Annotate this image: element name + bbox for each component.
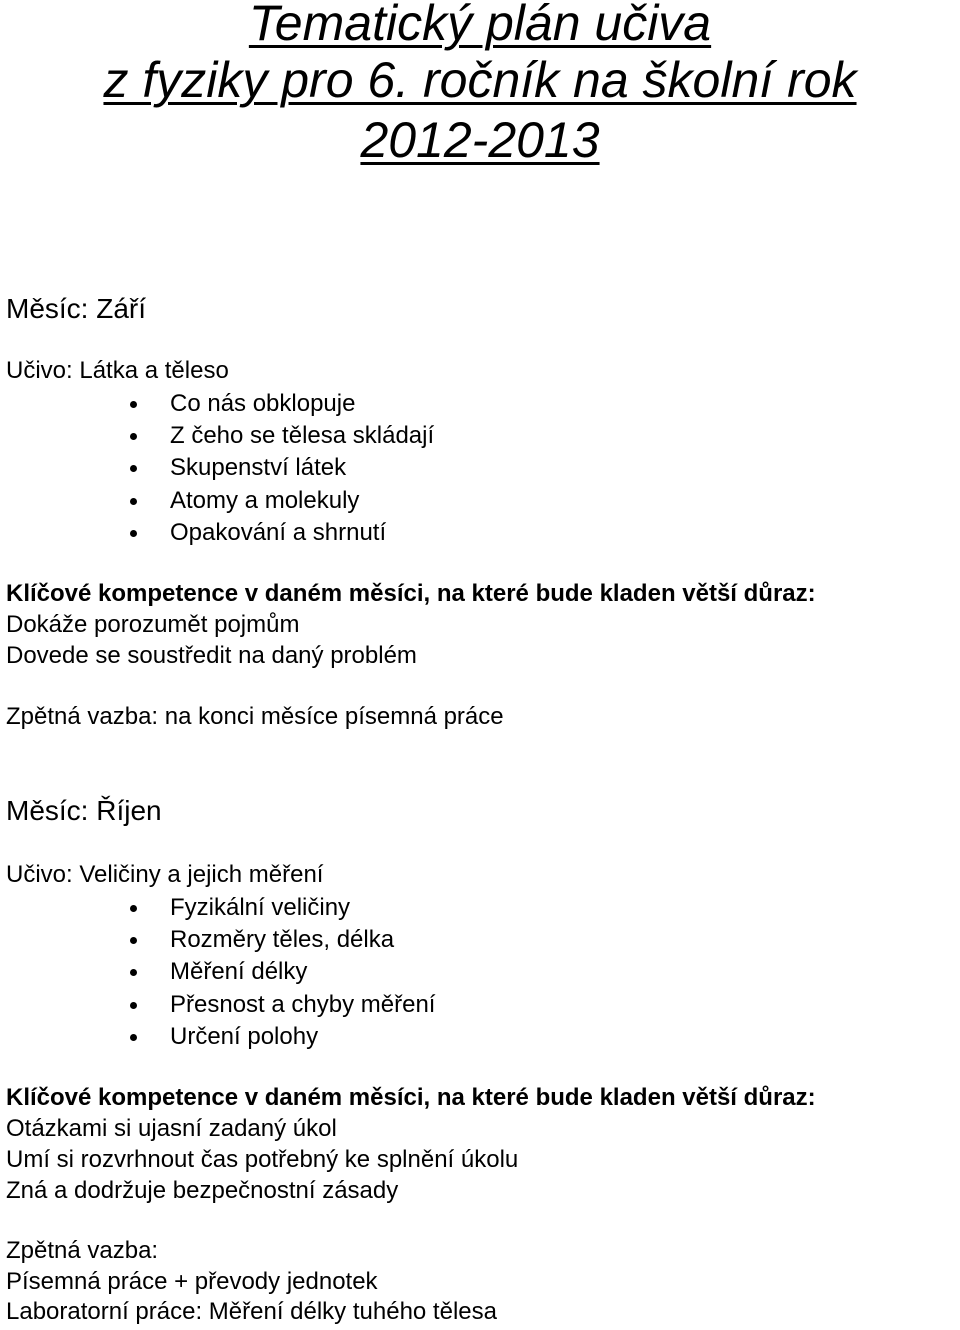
month-value: Říjen — [96, 795, 162, 826]
bullet-icon — [130, 969, 137, 976]
bullet-icon — [130, 1002, 137, 1009]
bullet-icon — [130, 498, 137, 505]
month-label: Měsíc: — [6, 293, 89, 324]
competence-item: Zná a dodržuje bezpečnostní zásady — [6, 1177, 399, 1204]
title-line-1: Tematický plán učiva — [248, 0, 712, 51]
month-label: Měsíc: — [6, 795, 89, 826]
bullet-icon — [130, 530, 137, 537]
title-line-2: z fyziky pro 6. ročník na školní rok — [103, 52, 857, 108]
competence-item: Umí si rozvrhnout čas potřebný ke splnění úkolu — [6, 1146, 519, 1173]
month-heading-zari — [6, 292, 146, 326]
bullet-icon — [130, 937, 137, 944]
bullet-icon — [130, 465, 137, 472]
feedback-line-zari — [6, 702, 504, 732]
ucivo-label: Učivo: — [6, 861, 73, 888]
bullet-icon — [130, 905, 137, 912]
feedback-value: na konci měsíce písemná práce — [164, 703, 504, 730]
competence-heading: Klíčové kompetence v daném měsíci, na které bude kladen větší důraz: — [6, 1084, 816, 1111]
feedback-item: Laboratorní práce: Měření délky tuhého tělesa — [6, 1298, 497, 1325]
feedback-label: Zpětná vazba: — [6, 1237, 159, 1264]
ucivo-line-rijen — [6, 860, 323, 890]
feedback-item: Písemná práce + převody jednotek — [6, 1268, 378, 1295]
bullet-icon — [130, 1034, 137, 1041]
competence-item: Dokáže porozumět pojmům — [6, 611, 300, 638]
month-value: Září — [96, 293, 147, 324]
document-page: Tematický plán učiva z fyziky pro 6. ročník na školní rok 2012-2013 Měsíc: Září Učivo: Látka a těleso Co nás obklopuje Z čeho se tělesa skládají Skupenství látek Atomy a molekuly Opakování a shrnutí Klíčové kompetence v daném měsíci, na které bude kladen větší důraz: Dokáže porozumět pojmům Dovede se soustředit na daný problém Zpětná vazba: na konci měsíce písemná práce Měsíc: Říjen Učivo: Veličiny a jejich měření Fyzikální veličiny Rozměry těles, délka Měření délky Přesnost a chyby měření Určení polohy Klíčové kompetence v daném měsíci, na které bude kladen větší důraz: Otázkami si ujasní zadaný úkol Umí si rozvrhnout čas potřebný ke splnění úkolu Zná a dodržuje bezpečnostní zásady Zpětná vazba: Písemná práce + převody jednotek Laboratorní práce: Měření délky tuhého tělesa — [0, 0, 960, 1330]
bullet-icon — [130, 433, 137, 440]
ucivo-value: Veličiny a jejich měření — [79, 861, 324, 888]
competence-item: Otázkami si ujasní zadaný úkol — [6, 1115, 337, 1142]
ucivo-value: Látka a těleso — [79, 357, 229, 384]
ucivo-line-zari — [6, 356, 229, 386]
month-heading-rijen — [6, 794, 162, 828]
competence-heading: Klíčové kompetence v daném měsíci, na které bude kladen větší důraz: — [6, 580, 816, 607]
ucivo-label: Učivo: — [6, 357, 73, 384]
competence-item: Dovede se soustředit na daný problém — [6, 642, 417, 669]
document-title — [0, 0, 960, 172]
feedback-label: Zpětná vazba: — [6, 703, 159, 730]
bullet-icon — [130, 401, 137, 408]
title-line-3: 2012-2013 — [360, 112, 600, 168]
